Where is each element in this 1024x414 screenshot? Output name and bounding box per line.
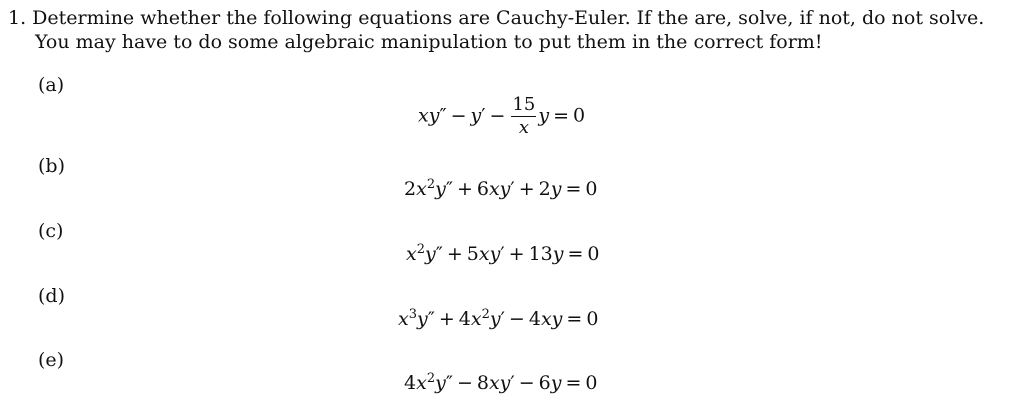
part-e-label: (e)	[38, 349, 65, 371]
problem-line-2: You may have to do some algebraic manipulation to put them in the correct form!	[35, 31, 823, 53]
equation-e: $4x^2y'' - 8xy' - 6y = 0$	[404, 370, 598, 394]
part-b-label: (b)	[38, 155, 65, 177]
equation-b: $2x^2y'' + 6xy' + 2y = 0$	[404, 176, 598, 200]
problem-line-1: 1. Determine whether the following equations are Cauchy-Euler. If the are, solve, if not, do not solve.	[8, 7, 985, 29]
fraction-15-over-x: $\frac{15}{x}$	[512, 94, 536, 138]
equation-a: xy″ − y′ − $\frac{15}{x}$ y = 0	[418, 94, 586, 138]
part-d-label: (d)	[38, 285, 65, 307]
equation-c: $x^2y'' + 5xy' + 13y = 0$	[406, 241, 600, 265]
problem-statement	[8, 6, 1008, 54]
part-c-label: (c)	[38, 220, 64, 242]
part-a-label: (a)	[38, 74, 65, 96]
equation-d: $x^3y'' + 4x^2y' - 4xy = 0$	[398, 306, 599, 330]
